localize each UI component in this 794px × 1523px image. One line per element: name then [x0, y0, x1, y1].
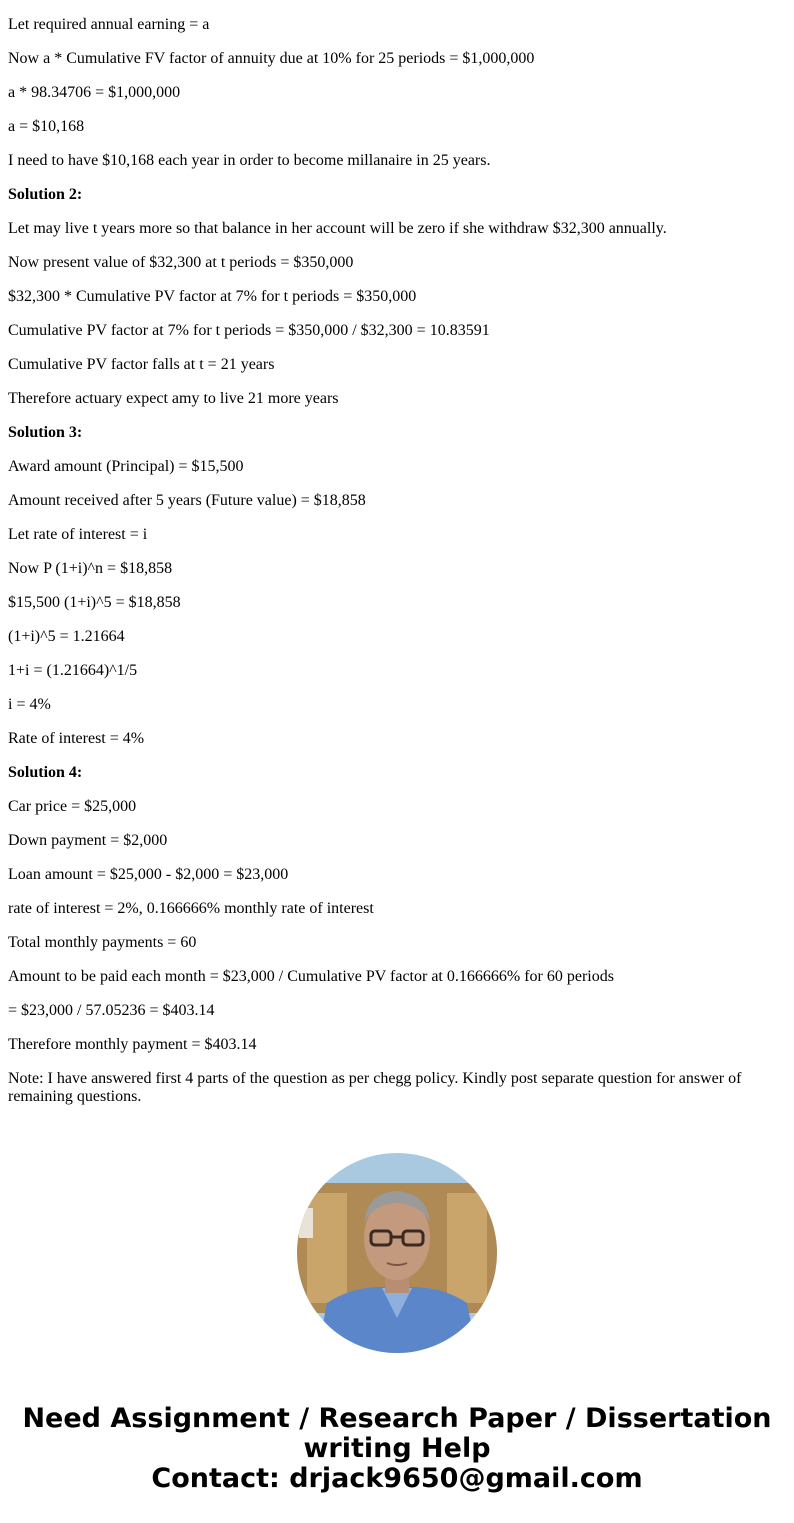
text-line: 1+i = (1.21664)^1/5 [8, 662, 138, 679]
text-line: Rate of interest = 4% [8, 730, 145, 747]
text-line: = $23,000 / 57.05236 = $403.14 [8, 1002, 215, 1019]
text-line: Let required annual earning = a [8, 16, 210, 33]
promo-contact: Contact: drjack9650@gmail.com [151, 1463, 643, 1494]
text-line: Now P (1+i)^n = $18,858 [8, 560, 173, 577]
text-line: Car price = $25,000 [8, 798, 137, 815]
section-heading: Solution 4: [8, 764, 83, 781]
text-line: Therefore actuary expect amy to live 21 more years [8, 390, 339, 407]
text-line: Loan amount = $25,000 - $2,000 = $23,000 [8, 866, 289, 883]
section-heading: Solution 3: [8, 424, 83, 441]
text-line: Note: I have answered first 4 parts of the question as per chegg policy. Kindly post separate question for answer of remaining questions. [8, 1070, 742, 1105]
promo-line-2: writing Help [303, 1433, 491, 1464]
text-line: Cumulative PV factor falls at t = 21 years [8, 356, 275, 373]
text-line: Total monthly payments = 60 [8, 934, 197, 951]
text-line: Let rate of interest = i [8, 526, 148, 543]
solution-document [8, 16, 786, 1122]
text-line: a = $10,168 [8, 118, 85, 135]
section-heading: Solution 2: [8, 186, 83, 203]
promo-line-1: Need Assignment / Research Paper / Dissertation [22, 1403, 772, 1434]
text-line: $32,300 * Cumulative PV factor at 7% for t periods = $350,000 [8, 288, 417, 305]
text-line: Down payment = $2,000 [8, 832, 168, 849]
text-line: Therefore monthly payment = $403.14 [8, 1036, 257, 1053]
text-line: (1+i)^5 = 1.21664 [8, 628, 125, 645]
text-line: Amount to be paid each month = $23,000 / Cumulative PV factor at 0.166666% for 60 periods [8, 968, 614, 985]
text-line: rate of interest = 2%, 0.166666% monthly rate of interest [8, 900, 374, 917]
text-line: a * 98.34706 = $1,000,000 [8, 84, 181, 101]
author-photo-icon [297, 1153, 497, 1353]
text-line: Now present value of $32,300 at t periods = $350,000 [8, 254, 354, 271]
text-line: Now a * Cumulative FV factor of annuity due at 10% for 25 periods = $1,000,000 [8, 50, 535, 67]
text-line: Let may live t years more so that balance in her account will be zero if she withdraw $32,300 annually. [8, 220, 667, 237]
text-line: Cumulative PV factor at 7% for t periods = $350,000 / $32,300 = 10.83591 [8, 322, 490, 339]
text-line: I need to have $10,168 each year in order to become millanaire in 25 years. [8, 152, 491, 169]
text-line: Award amount (Principal) = $15,500 [8, 458, 244, 475]
text-line: $15,500 (1+i)^5 = $18,858 [8, 594, 181, 611]
text-line: i = 4% [8, 696, 51, 713]
promo-footer [0, 1404, 794, 1494]
text-line: Amount received after 5 years (Future value) = $18,858 [8, 492, 366, 509]
author-avatar [297, 1153, 497, 1353]
